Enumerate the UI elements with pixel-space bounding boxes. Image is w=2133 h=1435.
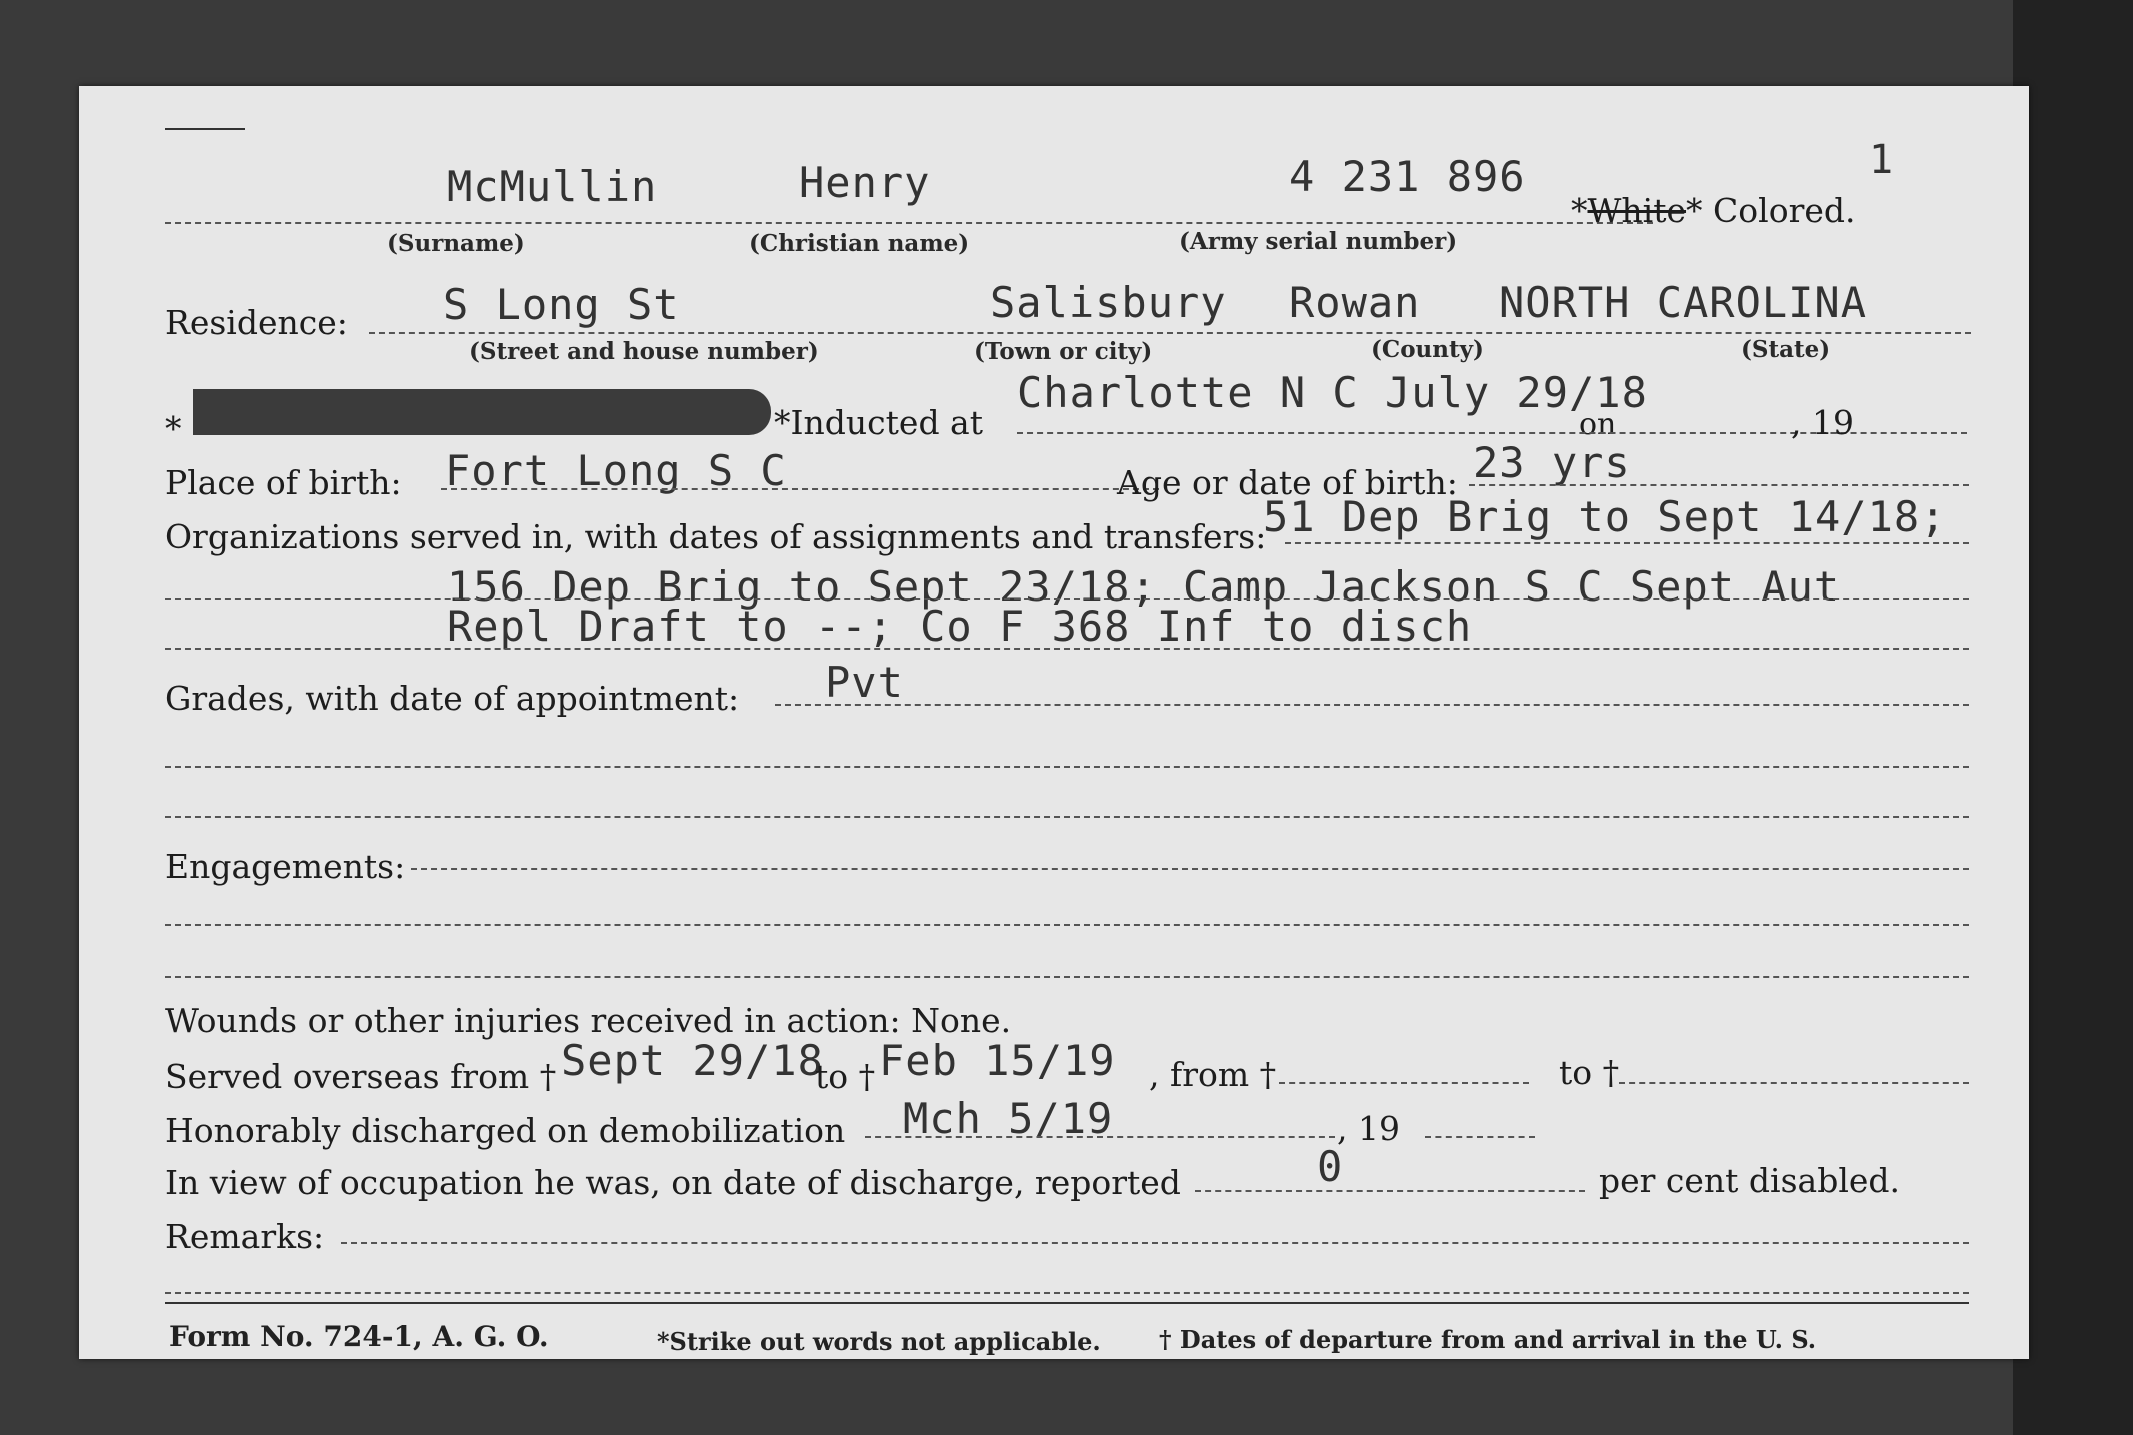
wounds-label: Wounds or other injuries received in action: None.: [165, 1001, 1012, 1040]
race-white-struck: White: [1587, 191, 1687, 230]
discharge-year-label: , 19: [1337, 1109, 1400, 1148]
disabled-value: 0: [1317, 1142, 1344, 1191]
occupation-label: In view of occupation he was, on date of discharge, reported: [165, 1163, 1181, 1202]
asterisk: *: [165, 409, 182, 448]
service-record-card: [79, 86, 2029, 1359]
footnote-strike: *Strike out words not applicable.: [657, 1327, 1101, 1356]
inducted-value: Charlotte N C July 29/18: [1017, 368, 1648, 417]
discharge-label: Honorably discharged on demobilization: [165, 1111, 846, 1150]
grades-label: Grades, with date of appointment:: [165, 679, 740, 718]
race-colored: Colored.: [1713, 191, 1856, 230]
town-value: Salisbury: [990, 278, 1227, 327]
discharge-year-line: [1425, 1136, 1535, 1138]
grades-line-2: [165, 766, 1969, 768]
engagements-line-3: [165, 976, 1969, 978]
form-number: Form No. 724-1, A. G. O.: [169, 1320, 549, 1353]
inducted-year-label: , 19: [1791, 403, 1854, 442]
on-label: on: [1579, 407, 1617, 442]
engagements-line-1: [411, 868, 1969, 870]
christian-name-caption: (Christian name): [749, 230, 970, 257]
organizations-line-3: [165, 648, 1969, 650]
christian-name-value: Henry: [799, 158, 931, 207]
inducted-label: *Inducted at: [774, 403, 983, 442]
overseas-to-value: Feb 15/19: [879, 1036, 1116, 1085]
organizations-line-1: [1285, 542, 1969, 544]
grades-line-3: [165, 816, 1969, 818]
organization-line-2: 156 Dep Brig to Sept 23/18; Camp Jackson S C Sept Aut: [447, 562, 1841, 611]
remarks-label: Remarks:: [165, 1217, 325, 1256]
age-value: 23 yrs: [1473, 438, 1631, 487]
residence-line: [369, 332, 1971, 334]
town-caption: (Town or city): [974, 338, 1153, 365]
organization-line-1: 51 Dep Brig to Sept 14/18;: [1263, 492, 1947, 541]
overseas-label: Served overseas from †: [165, 1057, 557, 1096]
serial-caption: (Army serial number): [1179, 228, 1458, 255]
race-field: *White* Colored.: [1571, 191, 1856, 230]
top-rule: [165, 128, 245, 130]
overseas-from2-line: [1279, 1082, 1529, 1084]
remarks-line-2: [165, 1292, 1969, 1294]
background-strip: [2013, 0, 2133, 1435]
discharge-line: [865, 1136, 1335, 1138]
overseas-to2-line: [1619, 1082, 1969, 1084]
organizations-line-2: [165, 598, 1969, 600]
birthplace-value: Fort Long S C: [445, 446, 787, 495]
state-value: NORTH CAROLINA: [1499, 278, 1868, 327]
surname-caption: (Surname): [387, 230, 525, 257]
street-value: S Long St: [443, 280, 680, 329]
residence-label: Residence:: [165, 303, 348, 342]
engagements-line-2: [165, 924, 1969, 926]
birthplace-label: Place of birth:: [165, 463, 402, 502]
organizations-label: Organizations served in, with dates of assignments and transfers:: [165, 517, 1267, 556]
state-caption: (State): [1741, 336, 1831, 363]
overseas-to2-label: to †: [1559, 1053, 1620, 1092]
footer-rule: [165, 1302, 1969, 1304]
overseas-from2-label: , from †: [1149, 1055, 1277, 1094]
grades-line-1: [775, 704, 1969, 706]
engagements-label: Engagements:: [165, 847, 406, 886]
county-caption: (County): [1371, 336, 1484, 363]
organization-line-3: Repl Draft to --; Co F 368 Inf to disch: [447, 602, 1473, 651]
overseas-from-value: Sept 29/18: [561, 1036, 824, 1085]
name-line: [165, 222, 1653, 224]
overseas-to-label: to †: [815, 1057, 876, 1096]
birthplace-line: [441, 488, 1159, 490]
county-value: Rowan: [1289, 278, 1421, 327]
surname-value: McMullin: [447, 162, 658, 211]
serial-number-value: 4 231 896: [1289, 152, 1526, 201]
discharge-date-value: Mch 5/19: [903, 1094, 1114, 1143]
remarks-line-1: [341, 1242, 1969, 1244]
grade-value: Pvt: [825, 658, 904, 707]
redaction-bar: [193, 389, 771, 435]
disabled-line: [1195, 1190, 1585, 1192]
age-label: Age or date of birth:: [1117, 463, 1458, 502]
age-line: [1469, 484, 1969, 486]
disabled-label: per cent disabled.: [1599, 1161, 1901, 1200]
street-caption: (Street and house number): [469, 338, 819, 365]
footnote-dates: † Dates of departure from and arrival in the U. S.: [1159, 1325, 1817, 1354]
card-number: 1: [1869, 137, 1895, 183]
